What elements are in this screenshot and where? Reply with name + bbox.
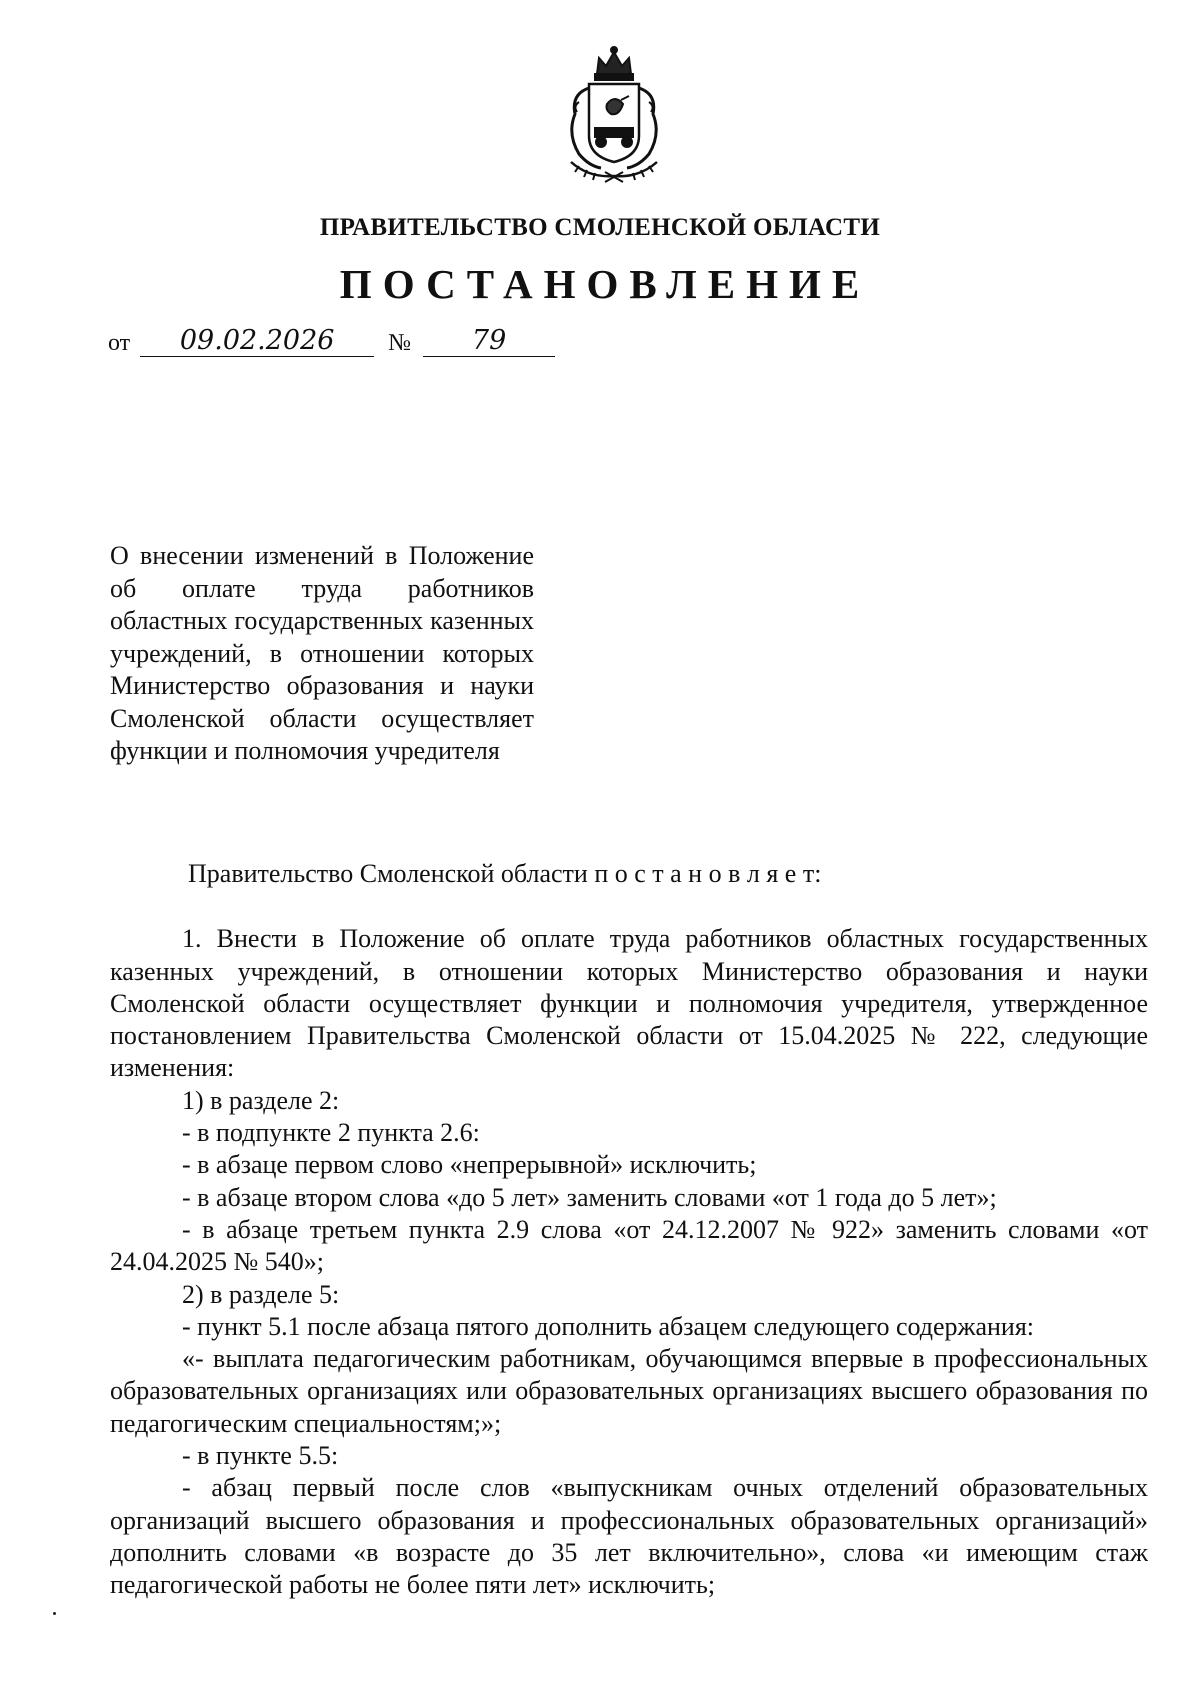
scan-speck bbox=[53, 1612, 56, 1615]
coat-of-arms-emblem bbox=[549, 44, 679, 184]
body-paragraph: - в абзаце третьем пункта 2.9 слова «от 24.12.2007 № 922» заменить словами «от 24.04.2025 № 540»; bbox=[110, 1214, 1148, 1277]
document-body bbox=[110, 858, 1148, 1602]
number-value: 79 bbox=[423, 328, 555, 357]
date-prefix: от bbox=[108, 330, 131, 356]
body-paragraph: - в подпункте 2 пункта 2.6: bbox=[182, 1118, 480, 1148]
body-paragraph: 2) в разделе 5: bbox=[182, 1279, 340, 1309]
decree-lead: Правительство Смоленской области bbox=[188, 859, 588, 888]
body-paragraph: - абзац первый после слов «выпускникам очных отделений образовательных организаций высшего образования и профессиональных образовательных организаций» дополнить словами «в возрасте до 35 лет включительно», слова «и имеющим стаж педагогической работы не более пяти лет» исключить; bbox=[110, 1473, 1148, 1600]
date-number-line bbox=[108, 325, 555, 357]
body-paragraph: «- выплата педагогическим работникам, обучающимся впервые в профессиональных образовательных организациях или образовательных организациях высшего образования по педагогическим специальностям;»; bbox=[110, 1344, 1148, 1438]
decree-line bbox=[110, 858, 1148, 890]
body-paragraph: 1) в разделе 2: bbox=[182, 1085, 340, 1115]
number-prefix: № bbox=[388, 330, 412, 356]
document-subject: О внесении изменений в Положение об оплате труда работников областных государственных казенных учреждений, в отношении которых Министерство образования и науки Смоленской области осуществляет функции и полномочия учредителя bbox=[110, 541, 534, 765]
decree-verb: п о с т а н о в л я е т: bbox=[594, 859, 822, 888]
document-type-title: ПОСТАНОВЛЕНИЕ bbox=[339, 261, 871, 307]
body-paragraph: - в абзаце первом слово «непрерывной» исключить; bbox=[182, 1150, 757, 1180]
date-value: 09.02.2026 bbox=[140, 328, 374, 357]
body-paragraph: 1. Внести в Положение об оплате труда работников областных государственных казенных учреждений, в отношении которых Министерство образования и науки Смоленской области осуществляет функции и полномочия учредителя, утвержденное постановлением Правительства Смоленской области от 15.04.2025 № 222, следующие изменения: bbox=[110, 924, 1148, 1083]
organization-title: ПРАВИТЕЛЬСТВО СМОЛЕНСКОЙ ОБЛАСТИ bbox=[319, 214, 881, 241]
body-paragraph: - пункт 5.1 после абзаца пятого дополнить абзацем следующего содержания: bbox=[182, 1311, 1035, 1341]
body-paragraph: - в абзаце втором слова «до 5 лет» заменить словами «от 1 года до 5 лет»; bbox=[182, 1182, 997, 1212]
body-paragraph: - в пункте 5.5: bbox=[182, 1441, 339, 1471]
